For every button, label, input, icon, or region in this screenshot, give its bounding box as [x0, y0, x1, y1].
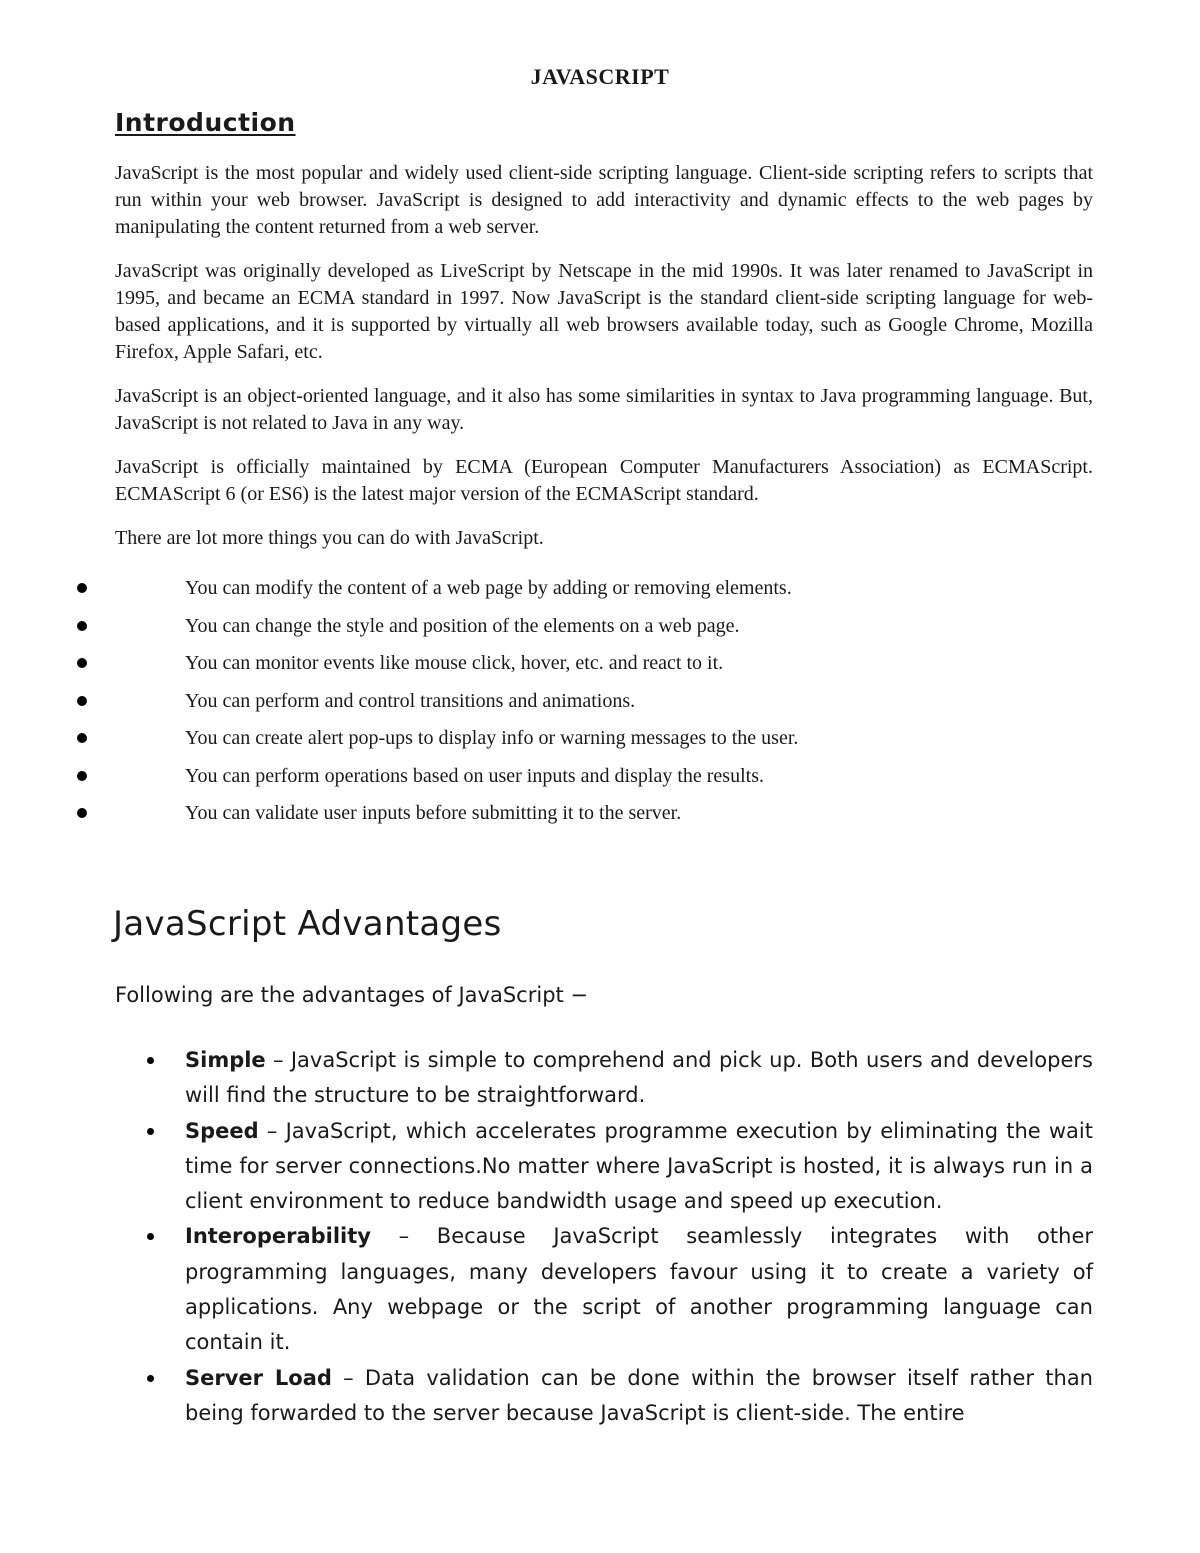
bullet-icon	[77, 658, 87, 668]
intro-paragraph-4: JavaScript is officially maintained by ECMA (European Computer Manufacturers Association) as ECMAScript. ECMAScript 6 (or ES6) is the latest major version of the ECMAScript standard.	[115, 456, 1093, 505]
advantage-term: Simple	[185, 1048, 266, 1072]
advantage-separator: –	[371, 1224, 437, 1249]
list-item-text: You can validate user inputs before submitting it to the server.	[185, 802, 682, 824]
bullet-icon	[77, 583, 87, 593]
advantage-item-simple	[185, 1043, 1093, 1114]
advantages-list	[185, 1043, 1093, 1431]
bullet-icon	[147, 1375, 154, 1382]
bullet-icon	[77, 733, 87, 743]
list-item	[0, 574, 1200, 612]
intro-paragraph-5: There are lot more things you can do with JavaScript.	[115, 527, 544, 549]
advantages-lead: Following are the advantages of JavaScript −	[115, 983, 589, 1007]
advantage-item-interoperability	[185, 1219, 1093, 1360]
list-item	[0, 799, 1200, 837]
advantage-separator: –	[258, 1118, 286, 1143]
advantage-separator: –	[265, 1048, 291, 1072]
list-item-text: You can monitor events like mouse click, hover, etc. and react to it.	[185, 652, 724, 674]
advantage-item-server-load	[185, 1361, 1093, 1432]
bullet-icon	[77, 696, 87, 706]
bullet-icon	[77, 808, 87, 818]
advantage-text: Data validation can be done within the browser itself rather than being forwarded to the server because JavaScript is client-side. The entire	[185, 1365, 1093, 1425]
intro-paragraph-3: JavaScript is an object-oriented language, and it also has some similarities in syntax to Java programming language. But, JavaScript is not related to Java in any way.	[115, 385, 1093, 434]
list-item	[0, 724, 1200, 762]
bullet-icon	[147, 1057, 154, 1064]
advantage-item-speed	[185, 1114, 1093, 1220]
advantage-term: Server Load	[185, 1365, 332, 1390]
bullet-icon	[147, 1128, 154, 1135]
advantage-text: JavaScript is simple to comprehend and pick up. Both users and developers will find the structure to be straightforward.	[185, 1048, 1093, 1108]
capabilities-list	[0, 574, 1200, 837]
intro-paragraph-2: JavaScript was originally developed as LiveScript by Netscape in the mid 1990s. It was later renamed to JavaScript in 1995, and became an ECMA standard in 1997. Now JavaScript is the standard client-side scripting language for web-based applications, and it is supported by virtually all web browsers available today, such as Google Chrome, Mozilla Firefox, Apple Safari, etc.	[115, 260, 1093, 363]
list-item-text: You can create alert pop-ups to display info or warning messages to the user.	[185, 727, 799, 749]
bullet-icon	[77, 771, 87, 781]
advantage-text: Because JavaScript seamlessly integrates with other programming languages, many developers favour using it to create a variety of applications. Any webpage or the script of another programming language can contain it.	[185, 1224, 1093, 1355]
advantage-separator: –	[331, 1365, 365, 1390]
bullet-icon	[77, 621, 87, 631]
list-item-text: You can change the style and position of the elements on a web page.	[185, 614, 740, 637]
advantage-text: JavaScript, which accelerates programme execution by eliminating the wait time for server connections.No matter where JavaScript is hosted, it is always run in a client environment to reduce bandwidth usage and speed up execution.	[185, 1118, 1093, 1214]
list-item-text: You can perform operations based on user inputs and display the results.	[185, 764, 764, 787]
document-title: JAVASCRIPT	[530, 64, 670, 89]
list-item-text: You can modify the content of a web page by adding or removing elements.	[185, 577, 792, 599]
list-item	[0, 612, 1200, 650]
advantages-heading: JavaScript Advantages	[113, 904, 502, 944]
advantage-term: Speed	[185, 1118, 259, 1143]
bullet-icon	[147, 1233, 154, 1240]
intro-paragraph-1: JavaScript is the most popular and widely used client-side scripting language. Client-side scripting refers to scripts that run within your web browser. JavaScript is designed to add interactivity and dynamic effects to the web pages by manipulating the content returned from a web server.	[115, 162, 1093, 238]
list-item	[0, 762, 1200, 800]
introduction-heading: Introduction	[115, 108, 296, 137]
list-item	[0, 649, 1200, 687]
advantage-term: Interoperability	[185, 1224, 371, 1249]
introduction-section	[115, 160, 1093, 552]
list-item-text: You can perform and control transitions and animations.	[185, 689, 636, 712]
list-item	[0, 687, 1200, 725]
